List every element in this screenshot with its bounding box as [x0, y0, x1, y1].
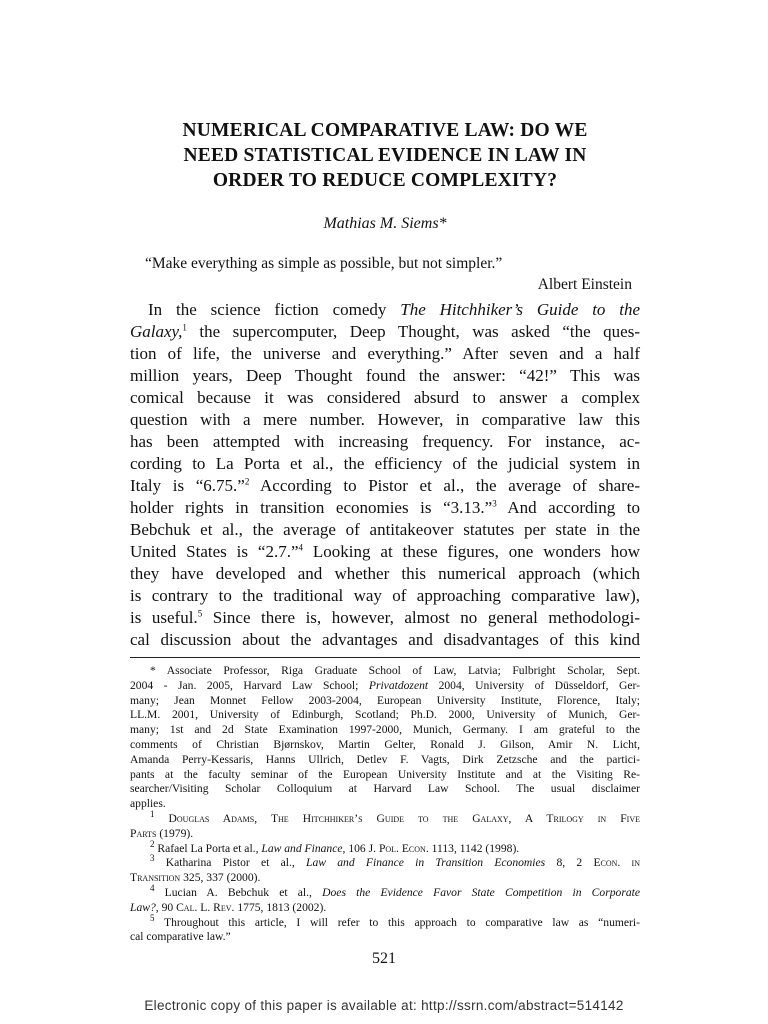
body-line: Italy is “6.75.”$^2$ According to Pistor et al., the average of share- [130, 476, 640, 495]
body-line: tion of life, the universe and everything.” After seven and a half [130, 344, 640, 363]
page-content [130, 118, 640, 945]
footnote-3: $^3$ Katharina Pistor et al., Law and Finance in Transition Economies 8, 2 Econ. in Transition 325, 337 (2000). [130, 853, 640, 885]
footnote-author: * Associate Professor, Riga Graduate School of Law, Latvia; Fulbright Scholar, Sept. 2004 - Jan. 2005, Harvard Law School; Privatdozent 2004, University of Düsseldorf, Ger- many; Jean Monnet Fellow 2003-2004, European University Institute, Florence, Italy; LL.M. 2001, University of Edinburgh, Scotland; Ph.D. 2000, University of Munich, Ger- many; 1st and 2d State Examination 1997-2000, Munich, Germany. I am grateful to the comments of Christian Bjørnskov, Martin Gelter, Ronald J. Gilson, Amir N. Licht, Amanda Perry-Kessaris, Hanns Ullrich, Detlev F. Vagts, Dirk Zetzsche and the partici- pants at the faculty seminar of the European University Institute and at the Visiting Re- searcher/Visiting Scholar Colloquium at Harvard Law School. The usual disclaimer applies. [130, 664, 640, 811]
body-line: United States is “2.7.”$^4$ Looking at these figures, one wonders how [130, 542, 640, 561]
epigraph-quote: “Make everything as simple as possible, but not simpler.” [145, 255, 503, 272]
footnote-ref: 5 [197, 608, 203, 619]
body-line: comical because it was considered absurd to answer a complex [130, 388, 640, 407]
footnote-ref: 2 [244, 476, 250, 487]
body-line: has been attempted with increasing frequency. For instance, ac- [130, 432, 640, 451]
body-line: million years, Deep Thought found the answer: “42!” This was [130, 366, 640, 385]
footnotes [130, 664, 640, 945]
body-line: Galaxy,$^1$ the supercomputer, Deep Thought, was asked “the ques- [130, 322, 640, 341]
footnote-ref: 4 [298, 542, 304, 553]
footnote-ref: 3 [492, 498, 497, 509]
page-number: 521 [372, 950, 396, 967]
body-line: is useful.$^5$ Since there is, however, almost no general methodologi- [130, 608, 640, 627]
ssrn-footer: Electronic copy of this paper is available at: http://ssrn.com/abstract=514142 [144, 998, 624, 1013]
title-line: NUMERICAL COMPARATIVE LAW: DO WE [182, 120, 588, 141]
body-line: Bebchuk et al., the average of antitakeover statutes per state in the [130, 520, 640, 539]
footnote-divider [130, 657, 640, 658]
body-line: question with a mere number. However, in comparative law this [130, 410, 640, 429]
epigraph [130, 253, 640, 295]
body-line: is contrary to the traditional way of approaching comparative law), [130, 586, 640, 605]
footnote-4: $^4$ Lucian A. Bebchuk et al., Does the Evidence Favor State Competition in Corporate Law?, 90 Cal. L. Rev. 1775, 1813 (2002). [130, 883, 640, 914]
body-paragraph [130, 299, 640, 651]
body-line: holder rights in transition economies is “3.13.”$^3$ And according to [130, 498, 640, 517]
article-title [130, 118, 640, 193]
footnote-5: $^5$ Throughout this article, I will refer to this approach to comparative law as “numeri- cal comparative law.” [130, 912, 640, 944]
title-line: NEED STATISTICAL EVIDENCE IN LAW IN [183, 145, 587, 166]
footnote-ref: 1 [182, 322, 187, 333]
footnote-2: $^2$ Rafael La Porta et al., Law and Finance, 106 J. Pol. Econ. 1113, 1142 (1998). [150, 838, 520, 855]
body-line: In the science fiction comedy The Hitchhiker’s Guide to the [148, 300, 641, 319]
epigraph-attribution: Albert Einstein [537, 276, 632, 293]
footnote-1: $^1$ Douglas Adams, The Hitchhiker’s Guide to the Galaxy, A Trilogy in Five Parts (1979). [130, 809, 640, 840]
body-line: they have developed and whether this numerical approach (which [130, 564, 640, 583]
body-line: cal discussion about the advantages and disadvantages of this kind [130, 630, 640, 649]
title-line: ORDER TO REDUCE COMPLEXITY? [212, 170, 558, 191]
author-name: Mathias M. Siems* [323, 215, 447, 232]
body-line: cording to La Porta et al., the efficiency of the judicial system in [130, 454, 640, 473]
